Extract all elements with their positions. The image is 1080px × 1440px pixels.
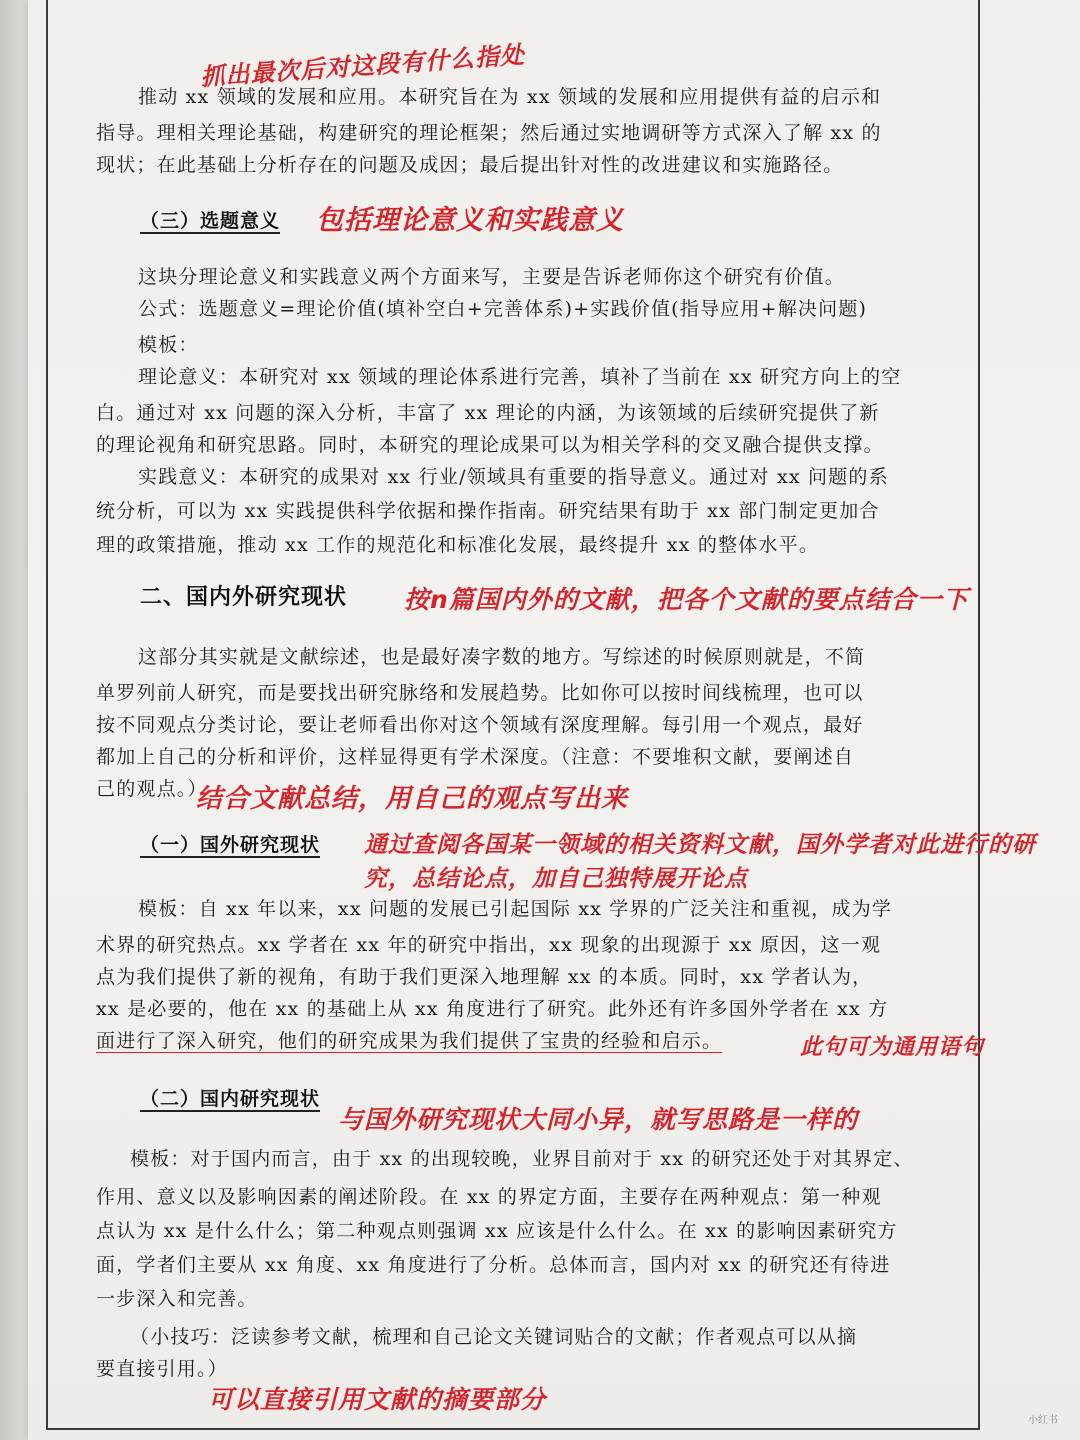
photo-background-edge xyxy=(0,0,28,1440)
research-status-line-3: 按不同观点分类讨论，要让老师看出你对这个领域有深度理解。每引用一个观点，最好 xyxy=(96,714,864,736)
tip-line-1: （小技巧：泛读参考文献，梳理和自己论文关键词贴合的文献；作者观点可以从摘 xyxy=(130,1326,858,1348)
foreign-line-2: 术界的研究热点。xx 学者在 xx 年的研究中指出，xx 现象的出现源于 xx 原因，这一观 xyxy=(96,934,882,956)
section-heading-research-status: 二、国内外研究现状 xyxy=(140,585,348,610)
template-label: 模板： xyxy=(138,334,199,356)
foreign-line-1: 模板：自 xx 年以来，xx 问题的发展已引起国际 xx 学界的广泛关注和重视，成为学 xyxy=(138,898,893,920)
domestic-line-4: 面，学者们主要从 xx 角度、xx 角度进行了分析。总体而言，国内对 xx 的研究还有待进 xyxy=(96,1254,891,1276)
handwritten-note-domestic: 与国外研究现状大同小异，就写思路是一样的 xyxy=(338,1105,859,1134)
handwritten-note-foreign-text: 通过查阅各国某一领域的相关资料文献，国外学者对此进行的研究，总结论点，加自己独特展开论点 xyxy=(364,832,1036,892)
tip-line-2: 要直接引用。） xyxy=(96,1358,228,1380)
theory-line-1: 理论意义：本研究对 xx 领域的理论体系进行完善，填补了当前在 xx 研究方向上的空 xyxy=(138,366,902,388)
research-status-line-2: 单罗列前人研究，而是要找出研究脉络和发展趋势。比如你可以按时间线梳理，也可以 xyxy=(96,682,864,704)
handwritten-note-abstract: 可以直接引用文献的摘要部分 xyxy=(208,1385,547,1414)
foreign-line-5: 面进行了深入研究，他们的研究成果为我们提供了宝贵的经验和启示。 xyxy=(96,1030,723,1052)
foreign-line-4: xx 是必要的，他在 xx 的基础上从 xx 角度进行了研究。此外还有许多国外学者在 xx 方 xyxy=(96,998,889,1020)
handwritten-note-summary: 结合文献总结，用自己的观点写出来 xyxy=(196,784,629,814)
handwritten-note-common-phrase: 此句可为通用语句 xyxy=(800,1035,985,1060)
practice-line-2: 统分析，可以为 xx 实践提供科学依据和操作指南。研究结果有助于 xx 部门制定更加合 xyxy=(96,500,880,522)
handwritten-note-foreign xyxy=(364,828,1064,896)
handwritten-note-research-status: 按n篇国内外的文献，把各个文献的要点结合一下 xyxy=(404,585,969,614)
practice-line-3: 理的政策措施，推动 xx 工作的规范化和标准化发展，最终提升 xx 的整体水平。 xyxy=(96,534,820,556)
section-heading-domestic: （二）国内研究现状 xyxy=(140,1088,321,1110)
domestic-line-1: 模板：对于国内而言，由于 xx 的出现较晚，业界目前对于 xx 的研究还处于对其界定、 xyxy=(130,1148,914,1170)
watermark: 小红书 xyxy=(1028,1415,1058,1426)
domestic-line-2: 作用、意义以及影响因素的阐述阶段。在 xx 的界定方面，主要存在两种观点：第一种观 xyxy=(96,1186,882,1208)
domestic-line-3: 点认为 xx 是什么什么；第二种观点则强调 xx 应该是什么什么。在 xx 的影响因素研究方 xyxy=(96,1220,898,1242)
significance-formula: 公式：选题意义=理论价值(填补空白+完善体系)+实践价值(指导应用+解决问题) xyxy=(138,298,868,320)
intro-line-1: 推动 xx 领域的发展和应用。本研究旨在为 xx 领域的发展和应用提供有益的启示和 xyxy=(138,86,882,108)
research-status-line-5: 己的观点。） xyxy=(96,778,208,800)
domestic-line-5: 一步深入和完善。 xyxy=(96,1288,258,1310)
section-heading-topic-significance: （三）选题意义 xyxy=(140,210,281,232)
intro-line-2: 指导。理相关理论基础，构建研究的理论框架；然后通过实地调研等方式深入了解 xx 的 xyxy=(96,122,882,144)
practice-line-1: 实践意义：本研究的成果对 xx 行业/领域具有重要的指导意义。通过对 xx 问题的系 xyxy=(138,466,889,488)
handwritten-note-top: 抓出最次后对这段有什么指处 xyxy=(199,40,526,92)
significance-intro: 这块分理论意义和实践意义两个方面来写，主要是告诉老师你这个研究有价值。 xyxy=(138,266,846,288)
research-status-line-4: 都加上自己的分析和评价，这样显得更有学术深度。（注意：不要堆积文献，要阐述自 xyxy=(96,746,855,768)
handwritten-note-significance: 包括理论意义和实践意义 xyxy=(316,205,624,236)
intro-line-3: 现状；在此基础上分析存在的问题及成因；最后提出针对性的改进建议和实施路径。 xyxy=(96,154,844,176)
theory-line-2: 白。通过对 xx 问题的深入分析，丰富了 xx 理论的内涵，为该领域的后续研究提供了新 xyxy=(96,402,880,424)
foreign-line-3: 点为我们提供了新的视角，有助于我们更深入地理解 xx 的本质。同时，xx 学者认为， xyxy=(96,966,873,988)
section-heading-foreign: （一）国外研究现状 xyxy=(140,834,321,856)
theory-line-3: 的理论视角和研究思路。同时，本研究的理论成果可以为相关学科的交叉融合提供支撑。 xyxy=(96,434,884,456)
research-status-line-1: 这部分其实就是文献综述，也是最好凑字数的地方。写综述的时候原则就是，不简 xyxy=(138,646,866,668)
